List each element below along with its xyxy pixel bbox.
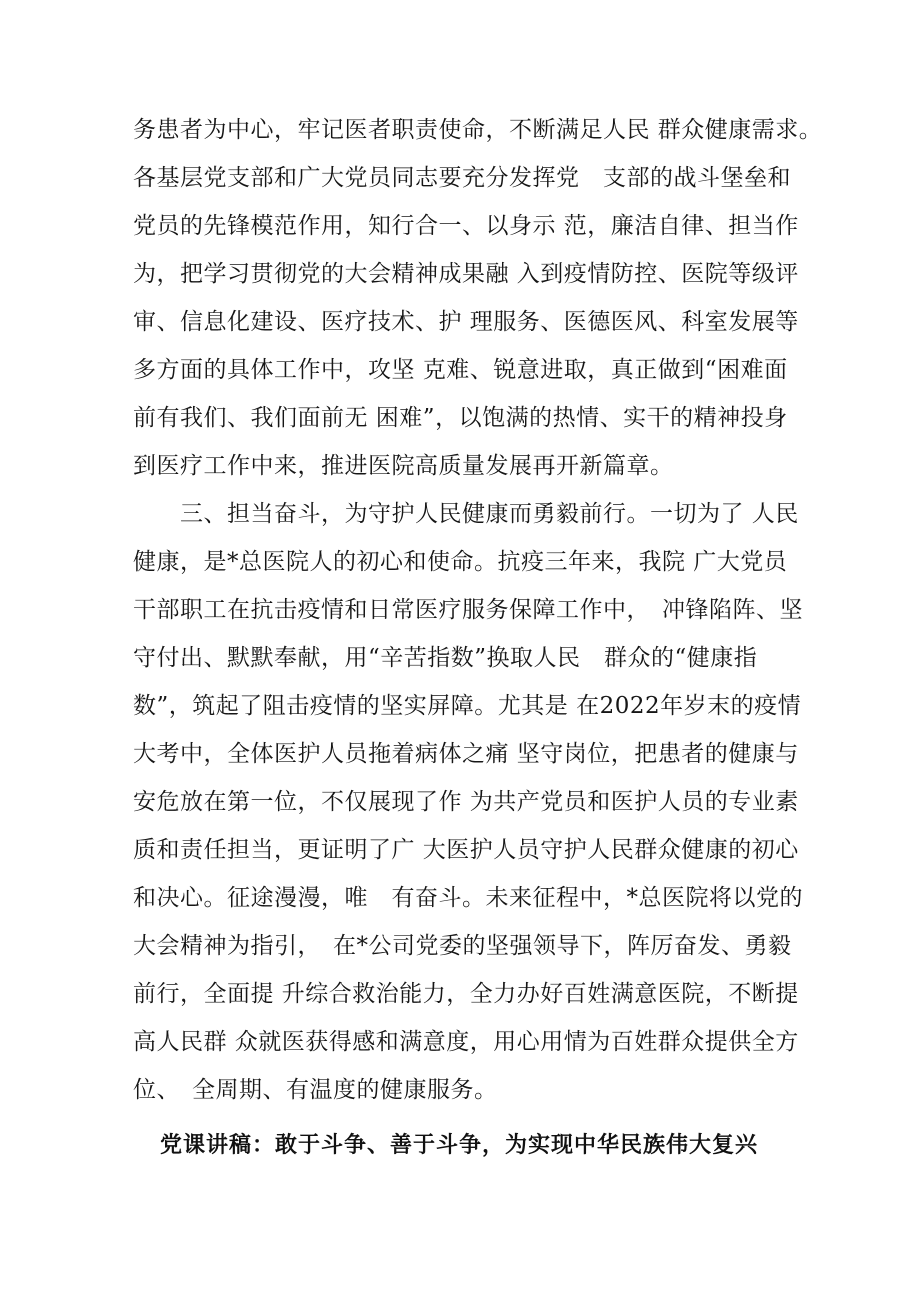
paragraph-line: 前行，全面提 升综合救治能力，全力办好百姓满意医院，不断提 — [133, 981, 799, 1007]
paragraph-line: 为，把学习贯彻党的大会精神成果融 入到疫情防控、医院等级评 — [133, 261, 799, 287]
paragraph-line: 健康，是*总医院人的初心和使命。抗疫三年来，我院 广大党员 — [133, 549, 788, 575]
section-heading: 党课讲稿：敢于斗争、善于斗争，为实现中华民族伟大复兴 — [160, 1132, 759, 1158]
paragraph-line: 审、信息化建设、医疗技术、护 理服务、医德医风、科室发展等 — [133, 309, 799, 335]
paragraph-line: 三、担当奋斗，为守护人民健康而勇毅前行。一切为了 人民 — [133, 501, 799, 527]
paragraph-line: 干部职工在抗击疫情和日常医疗服务保障工作中， 冲锋陷阵、坚 — [133, 597, 803, 623]
paragraph-line: 大考中，全体医护人员拖着病体之痛 坚守岗位，把患者的健康与 — [133, 741, 799, 767]
paragraph-line: 位、 全周期、有温度的健康服务。 — [133, 1077, 498, 1103]
paragraph-line: 和决心。征途漫漫，唯 有奋斗。未来征程中，*总医院将以党的 — [133, 885, 803, 911]
paragraph-line: 守付出、默默奉献，用“辛苦指数”换取人民 群众的“健康指 — [133, 645, 758, 671]
paragraph-line: 安危放在第一位，不仅展现了作 为共产党员和医护人员的专业素 — [133, 789, 799, 815]
paragraph-line: 高人民群 众就医获得感和满意度，用心用情为百姓群众提供全方 — [133, 1029, 799, 1055]
paragraph-line: 大会精神为指引， 在*公司党委的坚强领导下，阵厉奋发、勇毅 — [133, 933, 792, 959]
paragraph-line: 多方面的具体工作中，攻坚 克难、锐意进取，真正做到“困难面 — [133, 357, 788, 383]
paragraph-line: 质和责任担当，更证明了广 大医护人员守护人民群众健康的初心 — [133, 837, 799, 863]
paragraph-line: 务患者为中心，牢记医者职责使命，不断满足人民 群众健康需求。 — [133, 117, 823, 143]
paragraph-line: 数”，筑起了阻击疫情的坚实屏障。尤其是 在2022年岁末的疫情 — [133, 693, 802, 719]
paragraph-line: 到医疗工作中来，推进医院高质量发展再开新篇章。 — [133, 453, 674, 479]
paragraph-line: 前有我们、我们面前无 困难”，以饱满的热情、实干的精神投身 — [133, 405, 788, 431]
paragraph-line: 各基层党支部和广大党员同志要充分发挥党 支部的战斗堡垒和 — [133, 165, 791, 191]
paragraph-line: 党员的先锋模范作用，知行合一、以身示 范，廉洁自律、担当作 — [133, 213, 799, 239]
